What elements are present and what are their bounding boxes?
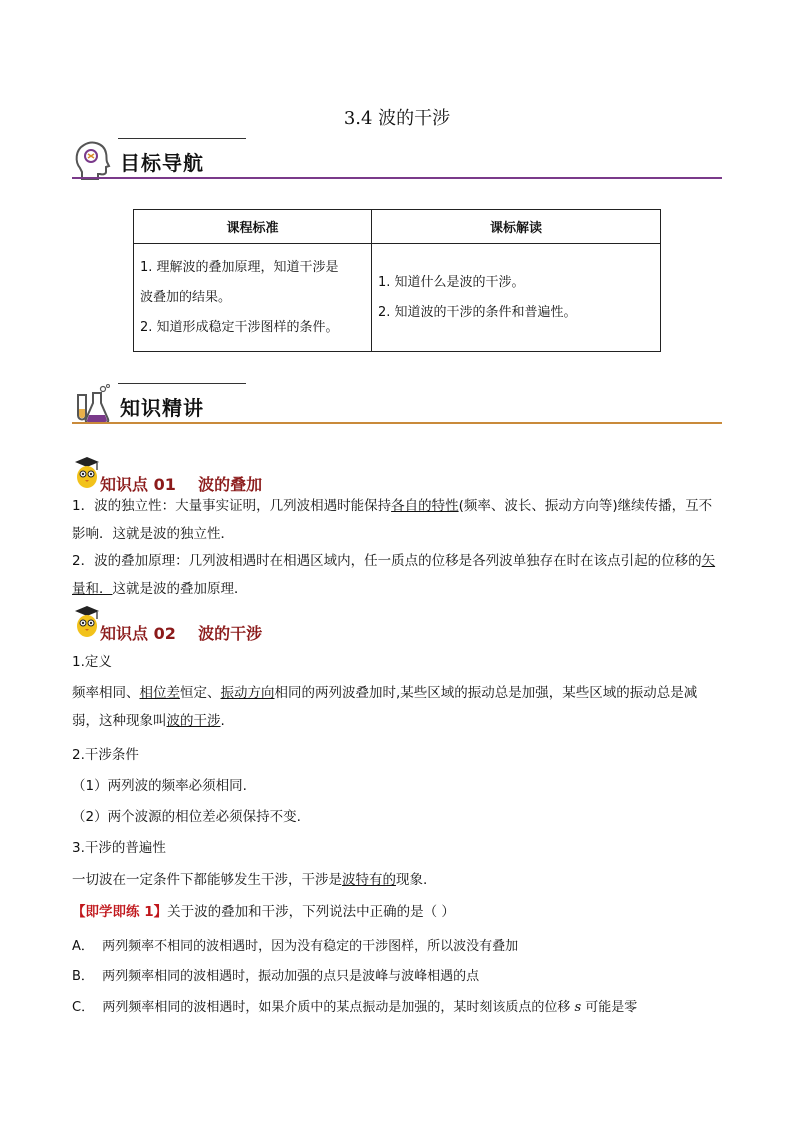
page-title: 3.4 波的干涉 (343, 108, 451, 129)
brain-head-icon (72, 138, 112, 180)
paragraph-definition (72, 679, 724, 735)
subheading-universality: 3.干涉的普遍性 (72, 840, 166, 856)
owl-scholar-icon (72, 604, 102, 642)
text-span: 可能是零 (581, 1000, 638, 1015)
text-span: 2．波的叠加原理：几列波相遇时在相遇区域内，任一质点的位移是各列波单独存在时在该点引起的位移的 (72, 553, 702, 569)
text-span: 一切波在一定条件下都能够发生干涉，干涉是 (72, 872, 342, 888)
knowledge-point-02-heading (72, 604, 472, 644)
interpretation-line: 1. 知道什么是波的干涉。 (378, 274, 525, 290)
subheading-definition: 1.定义 (72, 654, 112, 670)
variable-s: s (574, 1000, 582, 1015)
text-span: 现象. (396, 872, 428, 888)
section-header-goal (72, 138, 722, 182)
table-header-row (134, 210, 661, 244)
table-header-interpretation: 课标解读 (372, 210, 661, 244)
standard-line: 1. 理解波的叠加原理，知道干涉是 (140, 259, 339, 275)
text-span: (频率、波长、振动方向等)继续传播，互不影响．这就是波的独立性． (72, 498, 713, 542)
text-span: 恒定、 (180, 685, 221, 701)
underlined-term: 矢量和． (72, 553, 716, 597)
paragraph-wave-independence (72, 492, 724, 548)
paragraph-universality (72, 866, 724, 894)
text-span: . (220, 713, 225, 729)
curriculum-table (133, 209, 661, 352)
standard-line: 波叠加的结果。 (140, 289, 232, 305)
option-b: B． 两列频率相同的波相遇时，振动加强的点只是波峰与波峰相遇的点 (72, 969, 480, 984)
text-span: 频率相同、 (72, 685, 140, 701)
section-header-knowledge (72, 383, 722, 427)
underlined-term: 各自的特性 (391, 498, 459, 514)
subheading-conditions: 2.干涉条件 (72, 747, 139, 763)
section-top-rule (118, 383, 246, 384)
underlined-term: 波的干涉 (166, 713, 221, 729)
condition-item: （2）两个波源的相位差必须保持不变. (72, 809, 301, 825)
table-row (134, 244, 661, 352)
owl-scholar-icon (72, 455, 102, 493)
text-span: 这就是波的叠加原理． (112, 581, 248, 597)
section-top-rule (118, 138, 246, 139)
knowledge-point-01-heading (72, 455, 472, 495)
table-cell-standard (134, 244, 372, 352)
standard-line: 2. 知道形成稳定干涉图样的条件。 (140, 319, 339, 335)
option-a: A． 两列频率不相同的波相遇时，因为没有稳定的干涉图样，所以波没有叠加 (72, 939, 519, 954)
underlined-term: 振动方向 (220, 685, 275, 701)
exercise-question (72, 898, 724, 926)
exercise-stem: 关于波的叠加和干涉，下列说法中正确的是（ ） (167, 904, 455, 920)
section-title-knowledge: 知识精讲 (120, 396, 204, 420)
text-span: 相同的两列波叠加时,某些区域的振动总是加强，某些区域的振动总是减弱，这种现象叫 (72, 685, 698, 729)
knowledge-point-title: 知识点 01 波的叠加 (100, 475, 263, 494)
interpretation-line: 2. 知道波的干涉的条件和普遍性。 (378, 304, 577, 320)
text-span: 1．波的独立性：大量事实证明，几列波相遇时能保持 (72, 498, 392, 514)
lab-flask-icon (72, 383, 112, 425)
table-cell-interpretation (372, 244, 661, 352)
text-span: C． 两列频率相同的波相遇时，如果介质中的某点振动是加强的，某时刻该质点的位移 (72, 1000, 575, 1015)
knowledge-point-title: 知识点 02 波的干涉 (100, 624, 263, 643)
section-divider (72, 177, 722, 179)
option-c (72, 996, 637, 1015)
underlined-term: 波特有的 (342, 872, 396, 888)
exercise-tag: 【即学即练 1】 (72, 904, 168, 920)
section-divider (72, 422, 722, 424)
paragraph-superposition-principle (72, 547, 724, 603)
condition-item: （1）两列波的频率必须相同. (72, 778, 247, 794)
underlined-term: 相位差 (139, 685, 180, 701)
table-header-standard: 课程标准 (134, 210, 372, 244)
section-title-goal: 目标导航 (120, 151, 204, 175)
